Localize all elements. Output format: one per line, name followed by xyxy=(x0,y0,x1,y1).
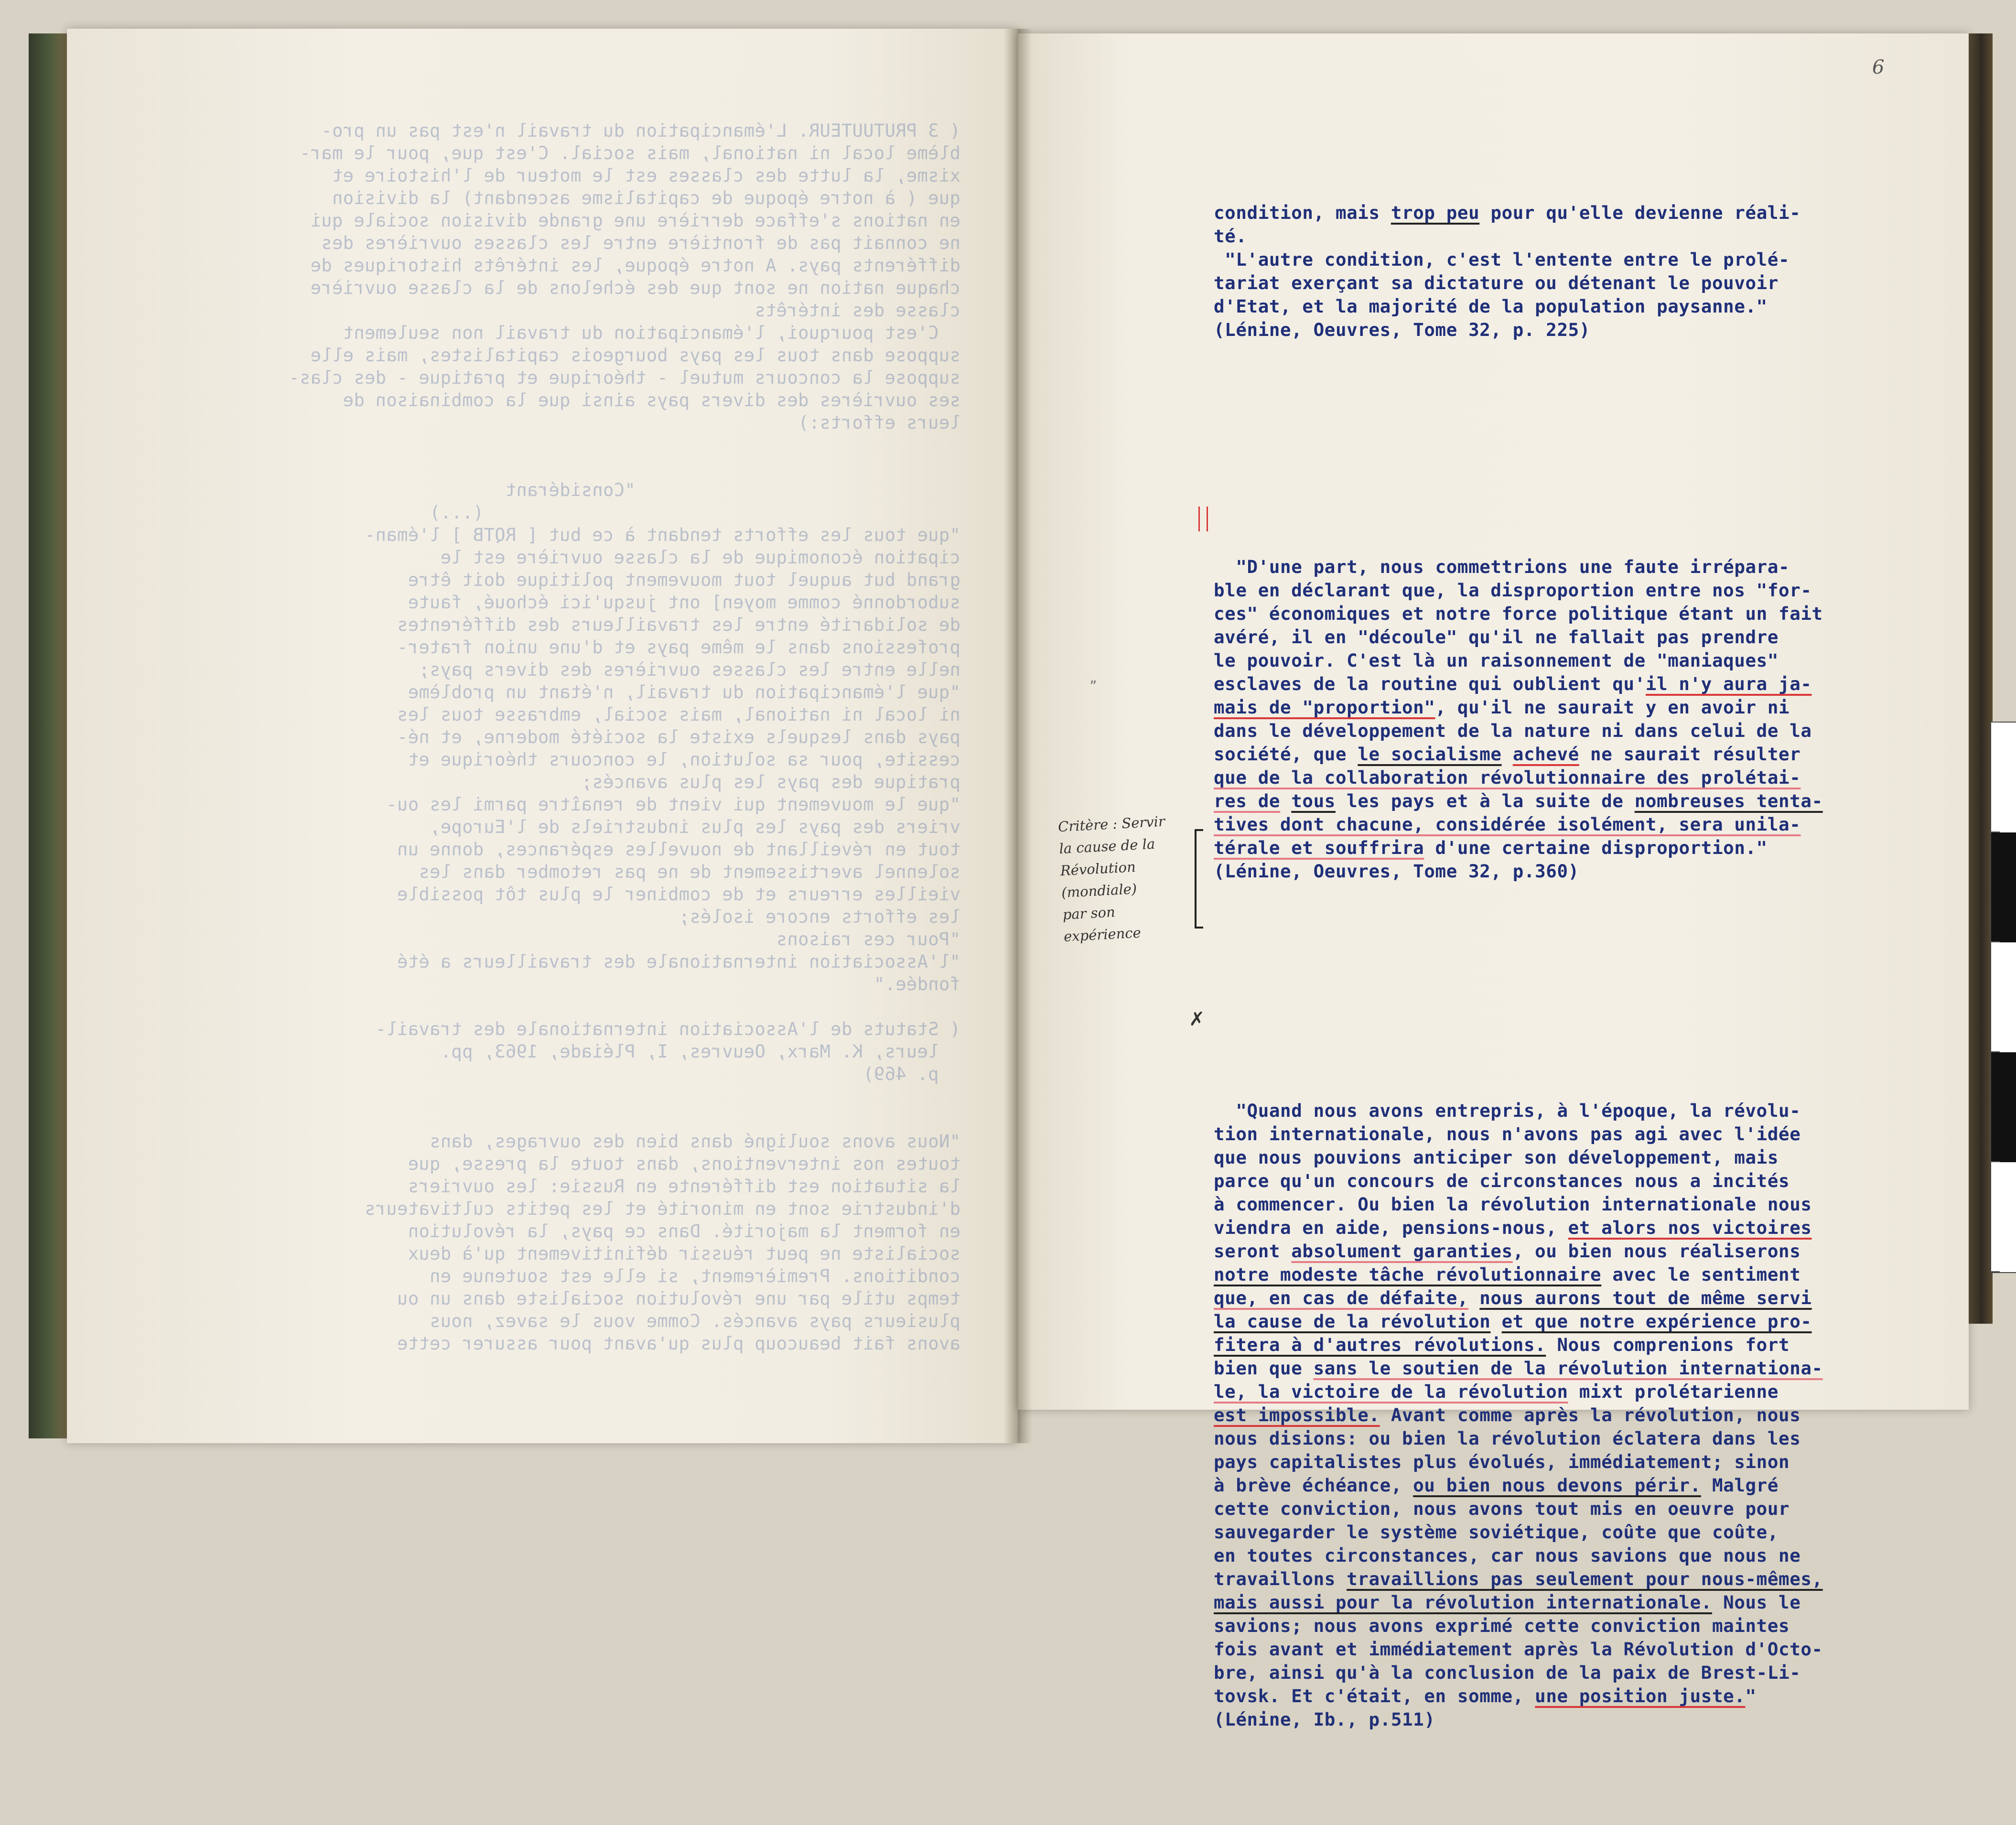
ruler-tick xyxy=(1990,941,2000,942)
underlined-phrase: le, la victoire de la révolution xyxy=(1214,1381,1568,1402)
underlined-phrase: travaillions pas seulement pour nous-mêmes, xyxy=(1347,1568,1823,1589)
text-line: cette conviction, nous avons tout mis en oeuvre pour xyxy=(1214,1498,1790,1519)
bleed-line: pratique des pays les plus avancés; xyxy=(581,772,960,792)
underlined-phrase: absolument garanties xyxy=(1291,1241,1513,1262)
bleed-line: ( 3 PRUTUUTEUR. L'émancipation du travail n'est pas un pro- xyxy=(321,120,960,141)
text-line: (Lénine, Oeuvres, Tome 32, p.360) xyxy=(1214,861,1579,882)
ruler-tick xyxy=(1990,722,2000,723)
bleed-line: p. 469) xyxy=(862,1064,960,1084)
underlined-phrase: nous aurons tout de même servi xyxy=(1479,1287,1812,1308)
text-line: le, la victoire de la révolution mixt prolétarienne xyxy=(1214,1381,1779,1402)
bleed-line: "Pour ces raisons xyxy=(776,929,960,950)
underlined-phrase: nombreuses tenta- xyxy=(1634,790,1823,811)
bleed-line: classe des intérêts xyxy=(755,300,960,321)
underlined-phrase: fitera à d'autres révolutions. xyxy=(1214,1334,1546,1355)
text-line: avéré, il en "découle" qu'il ne fallait pas prendre xyxy=(1214,626,1779,648)
bleed-line: socialiste ne peut réussir définitivement qu'à deux xyxy=(408,1243,960,1264)
bleed-line: "que le mouvement qui vient de renaître parmi les ou- xyxy=(386,794,960,815)
bleed-line: leurs, K. Marx, Oeuvres, I, Pléiade, 1963, pp. xyxy=(440,1041,960,1062)
bleed-line: leurs efforts:) xyxy=(798,412,960,433)
bleed-line: d'industrie sont en minorité et les petits cultivateurs xyxy=(364,1199,960,1219)
bleed-line: "que l'émancipation du travail, n'étant un problème xyxy=(408,682,960,702)
text-line: en toutes circonstances, car nous savions que nous ne xyxy=(1214,1545,1801,1566)
scale-ruler xyxy=(1990,722,2016,1273)
text-line: fitera à d'autres révolutions. Nous comprenions fort xyxy=(1214,1334,1790,1355)
text-line: à commencer. Ou bien la révolution internationale nous xyxy=(1214,1194,1812,1215)
paragraph-3 xyxy=(1214,1052,1969,1778)
underlined-phrase: que, en cas de défaite, xyxy=(1214,1287,1469,1308)
underlined-phrase: il n'y aura ja- xyxy=(1645,673,1812,694)
text-line xyxy=(1214,1286,1969,1310)
ruler-tick xyxy=(1990,1051,2000,1052)
paragraph-2 xyxy=(1214,508,1969,930)
bleed-line: professions dans le même pays et d'une union frater- xyxy=(397,637,960,658)
bleed-line: temps utile par une révolution socialiste dans un ou xyxy=(397,1288,960,1309)
bleed-line: vieilles erreurs et de combiner le plus tôt possible xyxy=(397,884,960,905)
margin-note-line: par son expérience xyxy=(1062,904,1142,945)
underlined-phrase: ou bien nous devons périr. xyxy=(1413,1475,1701,1496)
underlined-phrase: le socialisme xyxy=(1358,744,1502,765)
bleed-line xyxy=(96,995,960,1018)
margin-note-line: Critère : Servir xyxy=(1057,813,1165,835)
underlined-phrase: mais de "proportion" xyxy=(1214,697,1435,718)
text-line: "Quand nous avons entrepris, à l'époque, la révolu- xyxy=(1214,1100,1801,1121)
text-line xyxy=(1214,766,1969,789)
underlined-phrase: est impossible. xyxy=(1214,1404,1380,1425)
bleed-line: "que tous les efforts tendant à ce but [ RQTB ] l'éman- xyxy=(364,525,960,545)
text-line: viendra en aide, pensions-nous, et alors nos victoires xyxy=(1214,1217,1812,1238)
text-line: savions; nous avons exprimé cette conviction maintes xyxy=(1214,1615,1790,1636)
bleed-line: ni local ni national, mais social, embrasse tous les xyxy=(397,704,960,725)
bleed-line: toutes nos interventions, dans toute la presse, que xyxy=(408,1154,960,1174)
bleed-line: xisme, la lutte des classes est le moteur de l'histoire et xyxy=(332,165,960,186)
underlined-phrase: mais aussi pour la révolution internationale. xyxy=(1214,1592,1712,1613)
bleed-line: les efforts encore isolés; xyxy=(679,907,960,927)
paragraph-1 xyxy=(1214,154,1969,389)
text-line: tovsk. Et c'était, en somme, une position juste." xyxy=(1214,1685,1757,1706)
margin-note-line: la cause de la xyxy=(1058,835,1155,857)
text-line: nous disions: ou bien la révolution éclatera dans les xyxy=(1214,1428,1801,1449)
underlined-phrase: trop peu xyxy=(1391,202,1480,223)
text-line: bre, ainsi qu'à la conclusion de la paix de Brest-Li- xyxy=(1214,1662,1801,1683)
text-line: tariat exerçant sa dictature ou détenant le pouvoir xyxy=(1214,272,1779,293)
bleed-line: C'est pourquoi, l'émancipation du travail non seulement xyxy=(343,323,960,343)
bleed-line xyxy=(96,1108,960,1130)
text-line xyxy=(1214,1310,1969,1333)
bleed-line: blème local ni national, mais social. C'est que, pour le mar- xyxy=(299,143,960,163)
page-number: 6 xyxy=(1872,56,1885,78)
text-line: condition, mais trop peu pour qu'elle devienne réali- xyxy=(1214,202,1801,223)
bleed-line xyxy=(96,1085,960,1108)
underlined-phrase: sans le soutien de la révolution internationa- xyxy=(1313,1358,1823,1379)
bleed-line: "l'Association internationale des travailleurs a été xyxy=(397,951,960,972)
bleed-line: "Considérant xyxy=(505,480,960,500)
underlined-phrase: tous xyxy=(1291,790,1336,811)
text-line: tion internationale, nous n'avons pas agi avec l'idée xyxy=(1214,1123,1801,1145)
bleed-line: de solidarité entre les travailleurs des différentes xyxy=(397,615,960,635)
bleed-line xyxy=(96,434,960,456)
text-line: ces" économiques et notre force politique étant un fait xyxy=(1214,603,1823,624)
bleed-line: la situation est différente en Russie: les ouvriers xyxy=(408,1176,960,1197)
underlined-phrase: notre modeste tâche révolutionnaire xyxy=(1214,1264,1602,1285)
text-line: que nous pouvions anticiper son développement, mais xyxy=(1214,1147,1779,1168)
margin-note-line: (mondiale) xyxy=(1061,880,1137,901)
underlined-phrase: achevé xyxy=(1512,744,1579,765)
ruler-tick xyxy=(1990,1271,2000,1272)
text-line: le pouvoir. C'est là un raisonnement de "maniaques" xyxy=(1214,650,1779,671)
text-line: res de tous les pays et à la suite de nombreuses tenta- xyxy=(1214,790,1823,811)
bleed-line: fondée." xyxy=(873,974,960,994)
bleed-line: pays dans lesquels existe la société moderne, et né- xyxy=(397,727,960,747)
text-line: sauvegarder le système soviétique, coûte que coûte, xyxy=(1214,1522,1779,1543)
text-line: dans le développement de la nature ni dans celui de la xyxy=(1214,720,1812,741)
bleed-line: subordonné comme moyen] ont jusqu'ici échoué, faute xyxy=(408,592,960,613)
text-line: d'Etat, et la majorité de la population paysanne." xyxy=(1214,296,1768,317)
underlined-phrase: la cause de la révolution xyxy=(1214,1311,1491,1332)
underlined-phrase: et que notre expérience pro- xyxy=(1501,1311,1812,1332)
bleed-line: vriers des pays les plus industriels de l'Europe, xyxy=(429,817,960,837)
bleed-line: chaque nation ne sont que des échelons de la classe ouvrière xyxy=(310,278,960,298)
bleed-line: grand but auquel tout mouvement politique doit être xyxy=(408,570,960,590)
handwritten-margin-note xyxy=(1057,809,1193,948)
margin-bracket xyxy=(1195,829,1203,929)
bleed-line: plusieurs pays avancés. Comme vous le savez, nous xyxy=(429,1311,960,1331)
book-gutter xyxy=(1003,29,1032,1443)
bleed-line: cipation économique de la classe ouvrière est le xyxy=(440,547,960,568)
text-line: (Lénine, Oeuvres, Tome 32, p. 225) xyxy=(1214,319,1591,340)
text-line: parce qu'un concours de circonstances nous a incités xyxy=(1214,1170,1790,1191)
bleed-line: différents pays. A notre époque, les intérêts historiques de xyxy=(310,255,960,276)
underlined-phrase: une position juste. xyxy=(1535,1685,1746,1706)
text-line: fois avant et immédiatement après la Révolution d'Octo- xyxy=(1214,1639,1823,1660)
text-line: "D'une part, nous commettrions une faute irrépara- xyxy=(1214,556,1790,577)
text-line: esclaves de la routine qui oublient qu'il n'y aura ja- xyxy=(1214,673,1812,694)
bleed-line: en nations s'efface derrière une grande division sociale qui xyxy=(310,210,960,231)
underlined-phrase: et alors nos victoires xyxy=(1568,1217,1812,1238)
bleed-line: ne connait pas de frontière entre les classes ouvrières des xyxy=(321,233,960,253)
text-line: seront absolument garanties, ou bien nous réaliserons xyxy=(1214,1241,1801,1262)
text-line: mais de "proportion", qu'il ne saurait y en avoir ni xyxy=(1214,697,1790,718)
underlined-phrase: tives dont chacune, considérée isolément, sera unila- xyxy=(1214,814,1801,835)
bleed-line: "Nous avons souligné dans bien des ouvrages, dans xyxy=(429,1131,960,1152)
text-line: térale et souffrira d'une certaine disproportion." xyxy=(1214,837,1768,858)
bleed-line xyxy=(96,456,960,479)
text-line: pays capitalistes plus évolués, immédiatement; sinon xyxy=(1214,1451,1790,1472)
text-line: travaillons travaillions pas seulement pour nous-mêmes, xyxy=(1214,1568,1823,1589)
ruler-tick xyxy=(1990,1161,2000,1162)
text-line: (Lénine, Ib., p.511) xyxy=(1214,1709,1435,1730)
text-line: ble en déclarant que, la disproportion entre nos "for- xyxy=(1214,580,1812,601)
bleed-line: suppose la concours mutuel - théorique et pratique - des clas- xyxy=(289,367,960,388)
bleed-line: tout en réveillant de nouvelles espérances, donne un xyxy=(397,839,960,860)
bleed-line: ( Statuts de l'Association internationale des travail- xyxy=(375,1019,960,1039)
margin-double-bar xyxy=(1198,507,1208,531)
bleed-line: conditions. Premièrement, si elle est soutenue en xyxy=(429,1266,960,1286)
text-line: notre modeste tâche révolutionnaire avec le sentiment xyxy=(1214,1264,1801,1285)
text-line: société, que le socialisme achevé ne saurait résulter xyxy=(1214,744,1801,765)
bleed-line: (...) xyxy=(429,502,960,523)
typed-quotations xyxy=(1214,108,1969,1825)
bleed-line: ses ouvrières des divers pays ainsi que la combinaison de xyxy=(343,390,960,410)
bleed-line: nelle entre les classes ouvrières des divers pays; xyxy=(419,659,960,680)
bleed-line: solennel avertissement de ne pas retomber dans les xyxy=(419,862,960,882)
margin-note-line: Révolution xyxy=(1060,858,1136,879)
margin-pencil-tick: „ xyxy=(1089,671,1097,686)
underlined-phrase: térale et souffrira xyxy=(1214,837,1424,858)
text-line: "L'autre condition, c'est l'entente entre le prolé- xyxy=(1214,249,1790,270)
bleed-line: en forment la majorité. Dans ce pays, la révolution xyxy=(408,1221,960,1242)
bleed-line: que ( à notre époque de capitalisme ascendant) la division xyxy=(332,188,960,208)
bleed-line: cessite, pour sa solution, le concours théorique et xyxy=(408,749,960,770)
text-line: à brève échéance, ou bien nous devons périr. Malgré xyxy=(1214,1475,1779,1496)
text-line: est impossible. Avant comme après la révolution, nous xyxy=(1214,1404,1801,1425)
text-line: bien que sans le soutien de la révolution internationa- xyxy=(1214,1358,1823,1379)
underlined-phrase: que de la collaboration révolutionnaire des prolétai- xyxy=(1214,767,1801,788)
left-page-bleed-through-text xyxy=(96,119,960,1355)
bleed-line: suppose dans tous les pays bourgeois capitalistes, mais elle xyxy=(310,345,960,366)
underlined-phrase: res de xyxy=(1214,790,1281,811)
margin-x-mark: ✗ xyxy=(1189,1008,1205,1030)
bleed-line: avons fait beaucoup plus qu'avant pour assurer cette xyxy=(397,1333,960,1354)
text-line: mais aussi pour la révolution internationale. Nous le xyxy=(1214,1592,1801,1613)
text-line: té. xyxy=(1214,226,1247,247)
text-line xyxy=(1214,813,1969,836)
